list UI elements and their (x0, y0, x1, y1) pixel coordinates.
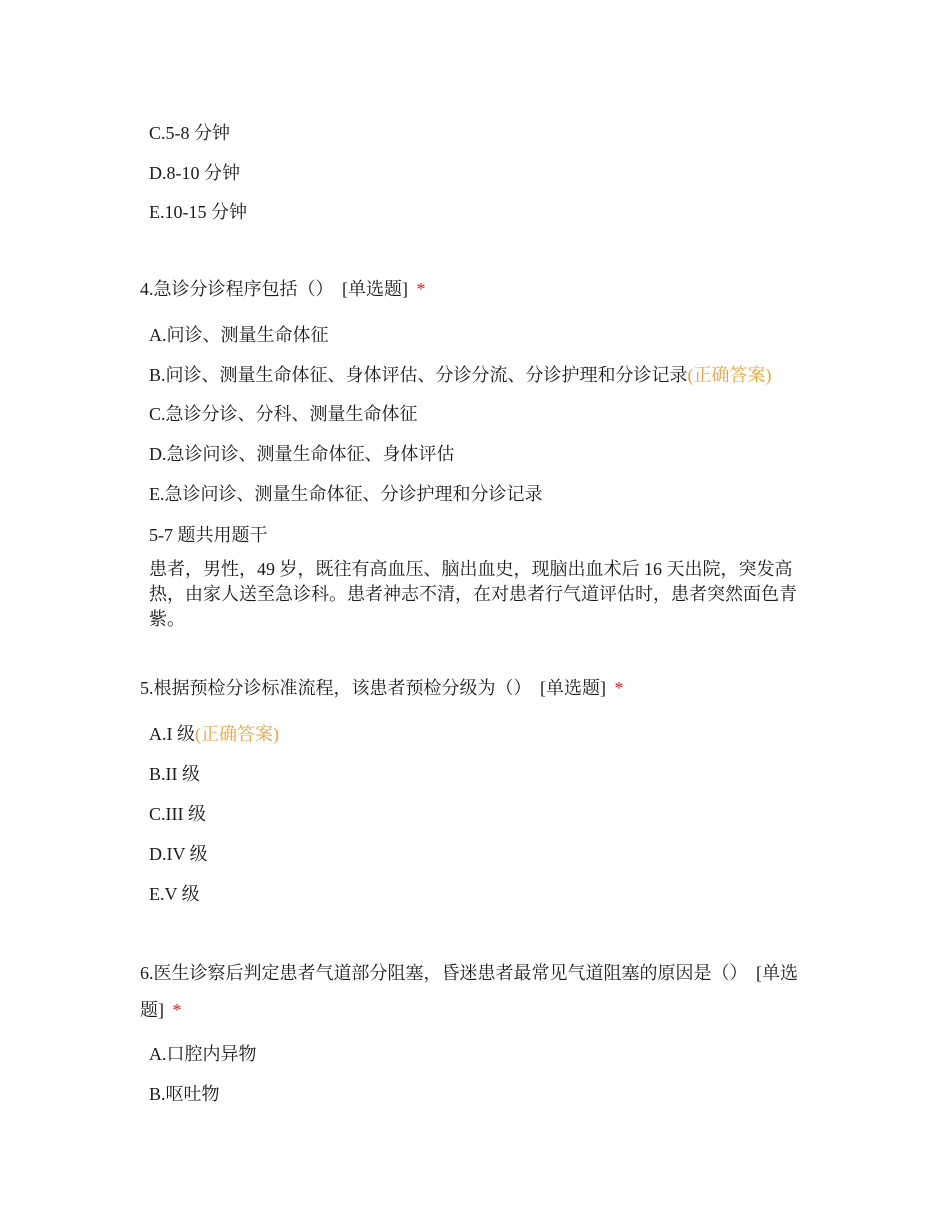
q3-option-d: D.8-10 分钟 (149, 163, 240, 183)
q4-title (140, 274, 810, 304)
q5-title-text: 5.根据预检分诊标准流程，该患者预检分级为（） (140, 678, 532, 698)
q5-option-c: C.III 级 (149, 804, 206, 824)
q6-option-a: A.口腔内异物 (149, 1044, 257, 1064)
q5-required-mark: * (614, 678, 624, 698)
q4-type-tag: [单选题] (342, 279, 408, 299)
q4-option-b (149, 363, 772, 387)
q5-option-a (149, 722, 279, 746)
shared-stem-text: 患者，男性，49 岁，既往有高血压、脑出血史，现脑出血术后 16 天出院，突发高热，由家人送至急诊科。患者神志不清，在对患者行气道评估时，患者突然面色青紫。 (149, 559, 797, 629)
q4-option-d: D.急诊问诊、测量生命体征、身体评估 (149, 444, 455, 464)
q5-option-d: D.IV 级 (149, 844, 208, 864)
q5-correct-answer-badge: (正确答案) (195, 724, 279, 744)
q6-option-b: B.呕吐物 (149, 1084, 220, 1104)
q5-option-a-text: A.I 级 (149, 724, 195, 744)
q5-type-tag: [单选题] (540, 678, 606, 698)
shared-stem-heading: 5-7 题共用题干 (149, 525, 268, 545)
q6-title-text: 6.医生诊察后判定患者气道部分阻塞，昏迷患者最常见气道阻塞的原因是（） (140, 963, 748, 983)
q6-title (140, 955, 810, 1029)
q5-title (140, 673, 810, 703)
q3-option-e: E.10-15 分钟 (149, 202, 247, 222)
q4-option-a: A.问诊、测量生命体征 (149, 325, 329, 345)
q4-title-text: 4.急诊分诊程序包括（） (140, 279, 334, 299)
q5-option-e: E.V 级 (149, 884, 200, 904)
q4-required-mark: * (416, 279, 426, 299)
q5-option-b: B.II 级 (149, 764, 200, 784)
q4-correct-answer-badge: (正确答案) (687, 365, 772, 385)
q4-option-e: E.急诊问诊、测量生命体征、分诊护理和分诊记录 (149, 484, 543, 504)
q4-option-b-text: B.问诊、测量生命体征、身体评估、分诊分流、分诊护理和分诊记录 (149, 365, 688, 385)
q3-option-c: C.5-8 分钟 (149, 123, 230, 143)
q6-required-mark: * (172, 1000, 182, 1020)
q6-type-tag: [单选题] (140, 963, 798, 1020)
q4-option-c: C.急诊分诊、分科、测量生命体征 (149, 404, 418, 424)
